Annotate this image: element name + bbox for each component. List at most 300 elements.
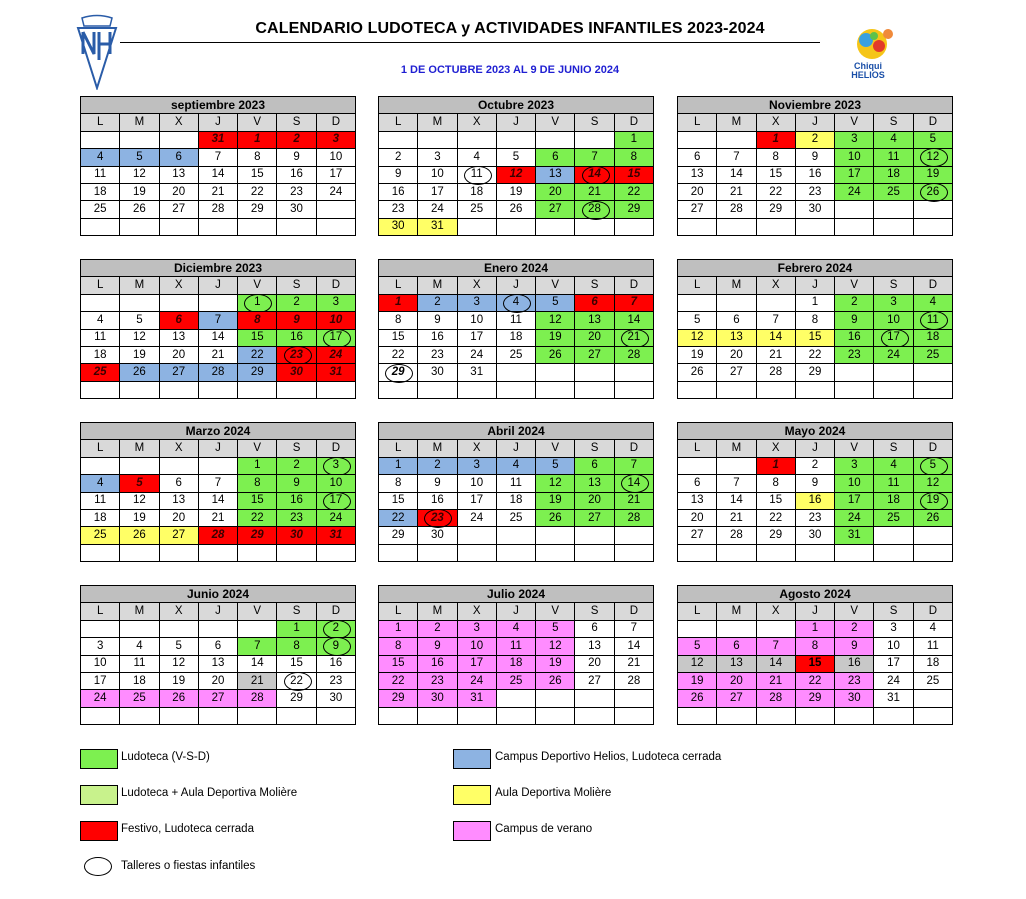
day-cell: 5 [913,457,952,474]
empty-cell [379,381,418,398]
month-name: Junio 2024 [81,586,356,603]
week-row [81,457,356,474]
week-row [678,457,953,474]
day-cell: 20 [678,509,717,526]
day-cell: 17 [81,672,120,689]
month-calendar [378,259,654,399]
day-cell: 6 [575,457,614,474]
empty-cell [536,131,575,148]
day-cell: 23 [835,346,874,363]
empty-cell [238,381,277,398]
day-cell: 12 [536,312,575,329]
day-cell: 20 [536,183,575,200]
day-cell: 16 [835,329,874,346]
weekday-header: M [418,114,457,131]
day-cell: 1 [795,294,834,311]
empty-cell [159,707,198,724]
day-cell: 10 [874,638,913,655]
weekday-header: X [159,277,198,294]
empty-cell [614,527,653,544]
week-row [81,620,356,637]
day-cell: 21 [756,346,795,363]
empty-cell [316,707,355,724]
day-cell: 30 [418,690,457,707]
day-cell: 2 [379,149,418,166]
weekday-header: D [913,440,952,457]
weekday-header: J [496,603,535,620]
empty-cell [678,294,717,311]
day-cell: 13 [717,655,756,672]
weekday-header: V [835,603,874,620]
empty-cell [795,707,834,724]
weekday-header: L [678,277,717,294]
day-cell: 15 [238,166,277,183]
day-cell: 10 [316,149,355,166]
empty-cell [159,544,198,561]
week-row [81,509,356,526]
empty-cell [717,381,756,398]
weekday-header: L [81,440,120,457]
day-cell: 21 [198,509,237,526]
empty-cell [678,131,717,148]
day-cell: 16 [795,492,834,509]
day-cell: 7 [614,620,653,637]
weekday-header: V [536,114,575,131]
day-cell: 1 [379,620,418,637]
weekday-header: V [835,440,874,457]
day-cell: 3 [316,457,355,474]
empty-cell [277,544,316,561]
day-cell: 8 [379,312,418,329]
day-cell: 22 [614,183,653,200]
week-row [379,166,654,183]
day-cell: 28 [756,364,795,381]
day-cell: 19 [678,672,717,689]
day-cell: 27 [198,690,237,707]
day-cell: 10 [316,475,355,492]
empty-cell [756,707,795,724]
day-cell: 24 [316,509,355,526]
day-cell: 6 [198,638,237,655]
day-cell: 17 [418,183,457,200]
legend-ring-talleres [84,857,112,876]
day-cell: 4 [120,638,159,655]
empty-cell [496,218,535,235]
day-cell: 4 [913,620,952,637]
day-cell: 29 [238,364,277,381]
day-cell: 11 [913,638,952,655]
week-row [379,149,654,166]
week-row [81,166,356,183]
month-name: Mayo 2024 [678,423,953,440]
empty-cell [795,218,834,235]
empty-cell [238,620,277,637]
weekday-header: V [536,277,575,294]
day-cell: 20 [678,183,717,200]
empty-cell [717,294,756,311]
legend-swatch-ludoteca-moliere [80,785,118,805]
weekday-header: M [418,440,457,457]
week-row [678,364,953,381]
empty-cell [496,707,535,724]
empty-cell [913,527,952,544]
weekday-header: X [457,277,496,294]
day-cell: 17 [316,329,355,346]
day-cell: 29 [379,690,418,707]
day-cell: 7 [717,149,756,166]
week-row [379,218,654,235]
empty-cell [81,294,120,311]
empty-cell [913,381,952,398]
day-cell: 30 [795,201,834,218]
month-name: Diciembre 2023 [81,260,356,277]
day-cell: 16 [418,329,457,346]
empty-cell [316,201,355,218]
week-row [678,492,953,509]
day-cell: 28 [717,201,756,218]
day-cell: 26 [120,527,159,544]
day-cell: 15 [795,329,834,346]
day-cell: 22 [379,672,418,689]
day-cell: 13 [159,492,198,509]
day-cell: 7 [238,638,277,655]
day-cell: 6 [536,149,575,166]
day-cell: 25 [81,201,120,218]
day-cell: 23 [795,183,834,200]
day-cell: 15 [238,492,277,509]
day-cell: 20 [575,492,614,509]
day-cell: 21 [614,492,653,509]
day-cell: 19 [536,655,575,672]
day-cell: 6 [159,475,198,492]
empty-cell [198,218,237,235]
day-cell: 18 [120,672,159,689]
month-name: Abril 2024 [379,423,654,440]
day-cell: 7 [198,149,237,166]
empty-cell [159,457,198,474]
day-cell: 3 [835,131,874,148]
day-cell: 3 [316,131,355,148]
empty-cell [756,218,795,235]
empty-cell [575,381,614,398]
empty-cell [835,381,874,398]
day-cell: 19 [678,346,717,363]
weekday-header: L [379,114,418,131]
day-cell: 14 [614,475,653,492]
empty-cell [874,364,913,381]
month-calendar [80,422,356,562]
empty-cell [379,544,418,561]
weekday-header: J [795,440,834,457]
empty-cell [277,381,316,398]
day-cell: 18 [496,329,535,346]
empty-cell [316,544,355,561]
day-cell: 24 [874,672,913,689]
week-row [379,294,654,311]
chiqui-helios-logo-text: Chiqui HELIOS [851,61,885,80]
day-cell: 29 [379,364,418,381]
empty-cell [536,527,575,544]
empty-cell [874,218,913,235]
day-cell: 2 [277,457,316,474]
day-cell: 13 [678,492,717,509]
day-cell: 12 [496,166,535,183]
weekday-header: D [316,603,355,620]
week-row [81,707,356,724]
weekday-header: J [795,603,834,620]
day-cell: 19 [913,166,952,183]
day-cell: 5 [678,638,717,655]
empty-cell [238,707,277,724]
day-cell: 11 [81,492,120,509]
day-cell: 26 [120,364,159,381]
day-cell: 13 [575,638,614,655]
day-cell: 2 [835,294,874,311]
day-cell: 26 [678,364,717,381]
day-cell: 18 [81,509,120,526]
empty-cell [457,707,496,724]
day-cell: 13 [159,329,198,346]
day-cell: 10 [316,312,355,329]
empty-cell [678,381,717,398]
day-cell: 13 [198,655,237,672]
day-cell: 31 [198,131,237,148]
day-cell: 15 [277,655,316,672]
week-row [678,218,953,235]
day-cell: 15 [756,166,795,183]
day-cell: 1 [756,457,795,474]
week-row [678,131,953,148]
weekday-header: V [536,603,575,620]
day-cell: 24 [835,509,874,526]
day-cell: 6 [159,149,198,166]
week-row [379,131,654,148]
weekday-header: X [756,440,795,457]
day-cell: 23 [418,672,457,689]
day-cell: 25 [496,346,535,363]
empty-cell [457,544,496,561]
day-cell: 17 [316,166,355,183]
weekday-header: D [316,114,355,131]
day-cell: 9 [277,475,316,492]
day-cell: 23 [277,183,316,200]
day-cell: 19 [120,183,159,200]
day-cell: 16 [277,329,316,346]
day-cell: 15 [795,655,834,672]
week-row [379,638,654,655]
empty-cell [614,364,653,381]
weekday-header: X [756,603,795,620]
day-cell: 14 [614,638,653,655]
weekday-header: D [913,277,952,294]
day-cell: 29 [277,690,316,707]
day-cell: 17 [457,655,496,672]
day-cell: 22 [795,672,834,689]
empty-cell [159,381,198,398]
week-row [379,690,654,707]
day-cell: 19 [536,329,575,346]
empty-cell [81,381,120,398]
legend-label-talleres: Talleres o fiestas infantiles [121,860,256,872]
weekday-header: X [756,114,795,131]
day-cell: 11 [874,475,913,492]
weekday-header: L [678,114,717,131]
day-cell: 6 [717,312,756,329]
weekday-header: S [874,114,913,131]
day-cell: 17 [457,492,496,509]
day-cell: 26 [536,509,575,526]
day-cell: 31 [316,527,355,544]
month-calendar [80,259,356,399]
day-cell: 18 [81,346,120,363]
empty-cell [238,218,277,235]
day-cell: 1 [277,620,316,637]
day-cell: 23 [379,201,418,218]
day-cell: 28 [198,527,237,544]
empty-cell [614,544,653,561]
empty-cell [277,707,316,724]
month-calendar [677,259,953,399]
day-cell: 12 [536,638,575,655]
day-cell: 2 [418,457,457,474]
day-cell: 17 [835,166,874,183]
day-cell: 28 [756,690,795,707]
day-cell: 12 [159,655,198,672]
legend-swatch-aula-moliere [453,785,491,805]
day-cell: 24 [835,183,874,200]
week-row [678,294,953,311]
legend-swatch-festivo [80,821,118,841]
day-cell: 4 [874,131,913,148]
month-calendar [677,585,953,725]
empty-cell [913,364,952,381]
weekday-header: D [614,440,653,457]
day-cell: 27 [575,509,614,526]
empty-cell [717,218,756,235]
day-cell: 26 [536,346,575,363]
day-cell: 27 [678,201,717,218]
day-cell: 4 [81,475,120,492]
day-cell: 1 [238,131,277,148]
day-cell: 26 [913,183,952,200]
day-cell: 9 [277,312,316,329]
day-cell: 12 [913,475,952,492]
weekday-header: J [795,277,834,294]
week-row [678,346,953,363]
day-cell: 19 [120,509,159,526]
day-cell: 21 [756,672,795,689]
empty-cell [835,707,874,724]
week-row [379,201,654,218]
weekday-header: J [198,114,237,131]
day-cell: 21 [717,509,756,526]
legend-label-ludoteca-moliere: Ludoteca + Aula Deportiva Molière [121,787,298,799]
empty-cell [575,544,614,561]
day-cell: 10 [835,149,874,166]
day-cell: 17 [316,492,355,509]
day-cell: 19 [496,183,535,200]
day-cell: 14 [717,492,756,509]
day-cell: 2 [316,620,355,637]
day-cell: 11 [81,166,120,183]
weekday-header: J [198,277,237,294]
empty-cell [198,294,237,311]
day-cell: 30 [379,218,418,235]
empty-cell [120,707,159,724]
day-cell: 5 [120,312,159,329]
weekday-header: M [120,440,159,457]
month-calendar [80,585,356,725]
week-row [678,329,953,346]
week-row [678,312,953,329]
day-cell: 28 [717,527,756,544]
day-cell: 9 [379,166,418,183]
day-cell: 23 [277,509,316,526]
day-cell: 28 [238,690,277,707]
month-name: Julio 2024 [379,586,654,603]
empty-cell [496,690,535,707]
day-cell: 12 [536,475,575,492]
day-cell: 22 [238,509,277,526]
empty-cell [379,131,418,148]
day-cell: 3 [874,294,913,311]
day-cell: 14 [614,312,653,329]
week-row [379,492,654,509]
day-cell: 18 [496,655,535,672]
week-row [678,638,953,655]
day-cell: 24 [457,509,496,526]
day-cell: 26 [678,690,717,707]
weekday-header: D [913,603,952,620]
day-cell: 7 [756,312,795,329]
empty-cell [277,218,316,235]
week-row [81,672,356,689]
day-cell: 12 [913,149,952,166]
day-cell: 13 [159,166,198,183]
day-cell: 4 [81,149,120,166]
empty-cell [120,544,159,561]
weekday-header: X [756,277,795,294]
day-cell: 20 [717,346,756,363]
week-row [379,364,654,381]
day-cell: 26 [120,201,159,218]
week-row [678,509,953,526]
legend-label-ludoteca: Ludoteca (V-S-D) [121,751,210,763]
day-cell: 27 [159,201,198,218]
week-row [379,457,654,474]
empty-cell [496,364,535,381]
empty-cell [795,544,834,561]
empty-cell [120,131,159,148]
weekday-header: M [120,603,159,620]
day-cell: 10 [418,166,457,183]
day-cell: 25 [120,690,159,707]
weekday-header: J [795,114,834,131]
day-cell: 17 [874,329,913,346]
empty-cell [756,381,795,398]
day-cell: 7 [614,457,653,474]
week-row [81,364,356,381]
day-cell: 1 [795,620,834,637]
day-cell: 18 [496,492,535,509]
empty-cell [316,218,355,235]
day-cell: 27 [678,527,717,544]
day-cell: 29 [238,527,277,544]
empty-cell [379,707,418,724]
day-cell: 13 [575,475,614,492]
day-cell: 3 [316,294,355,311]
weekday-header: L [81,114,120,131]
